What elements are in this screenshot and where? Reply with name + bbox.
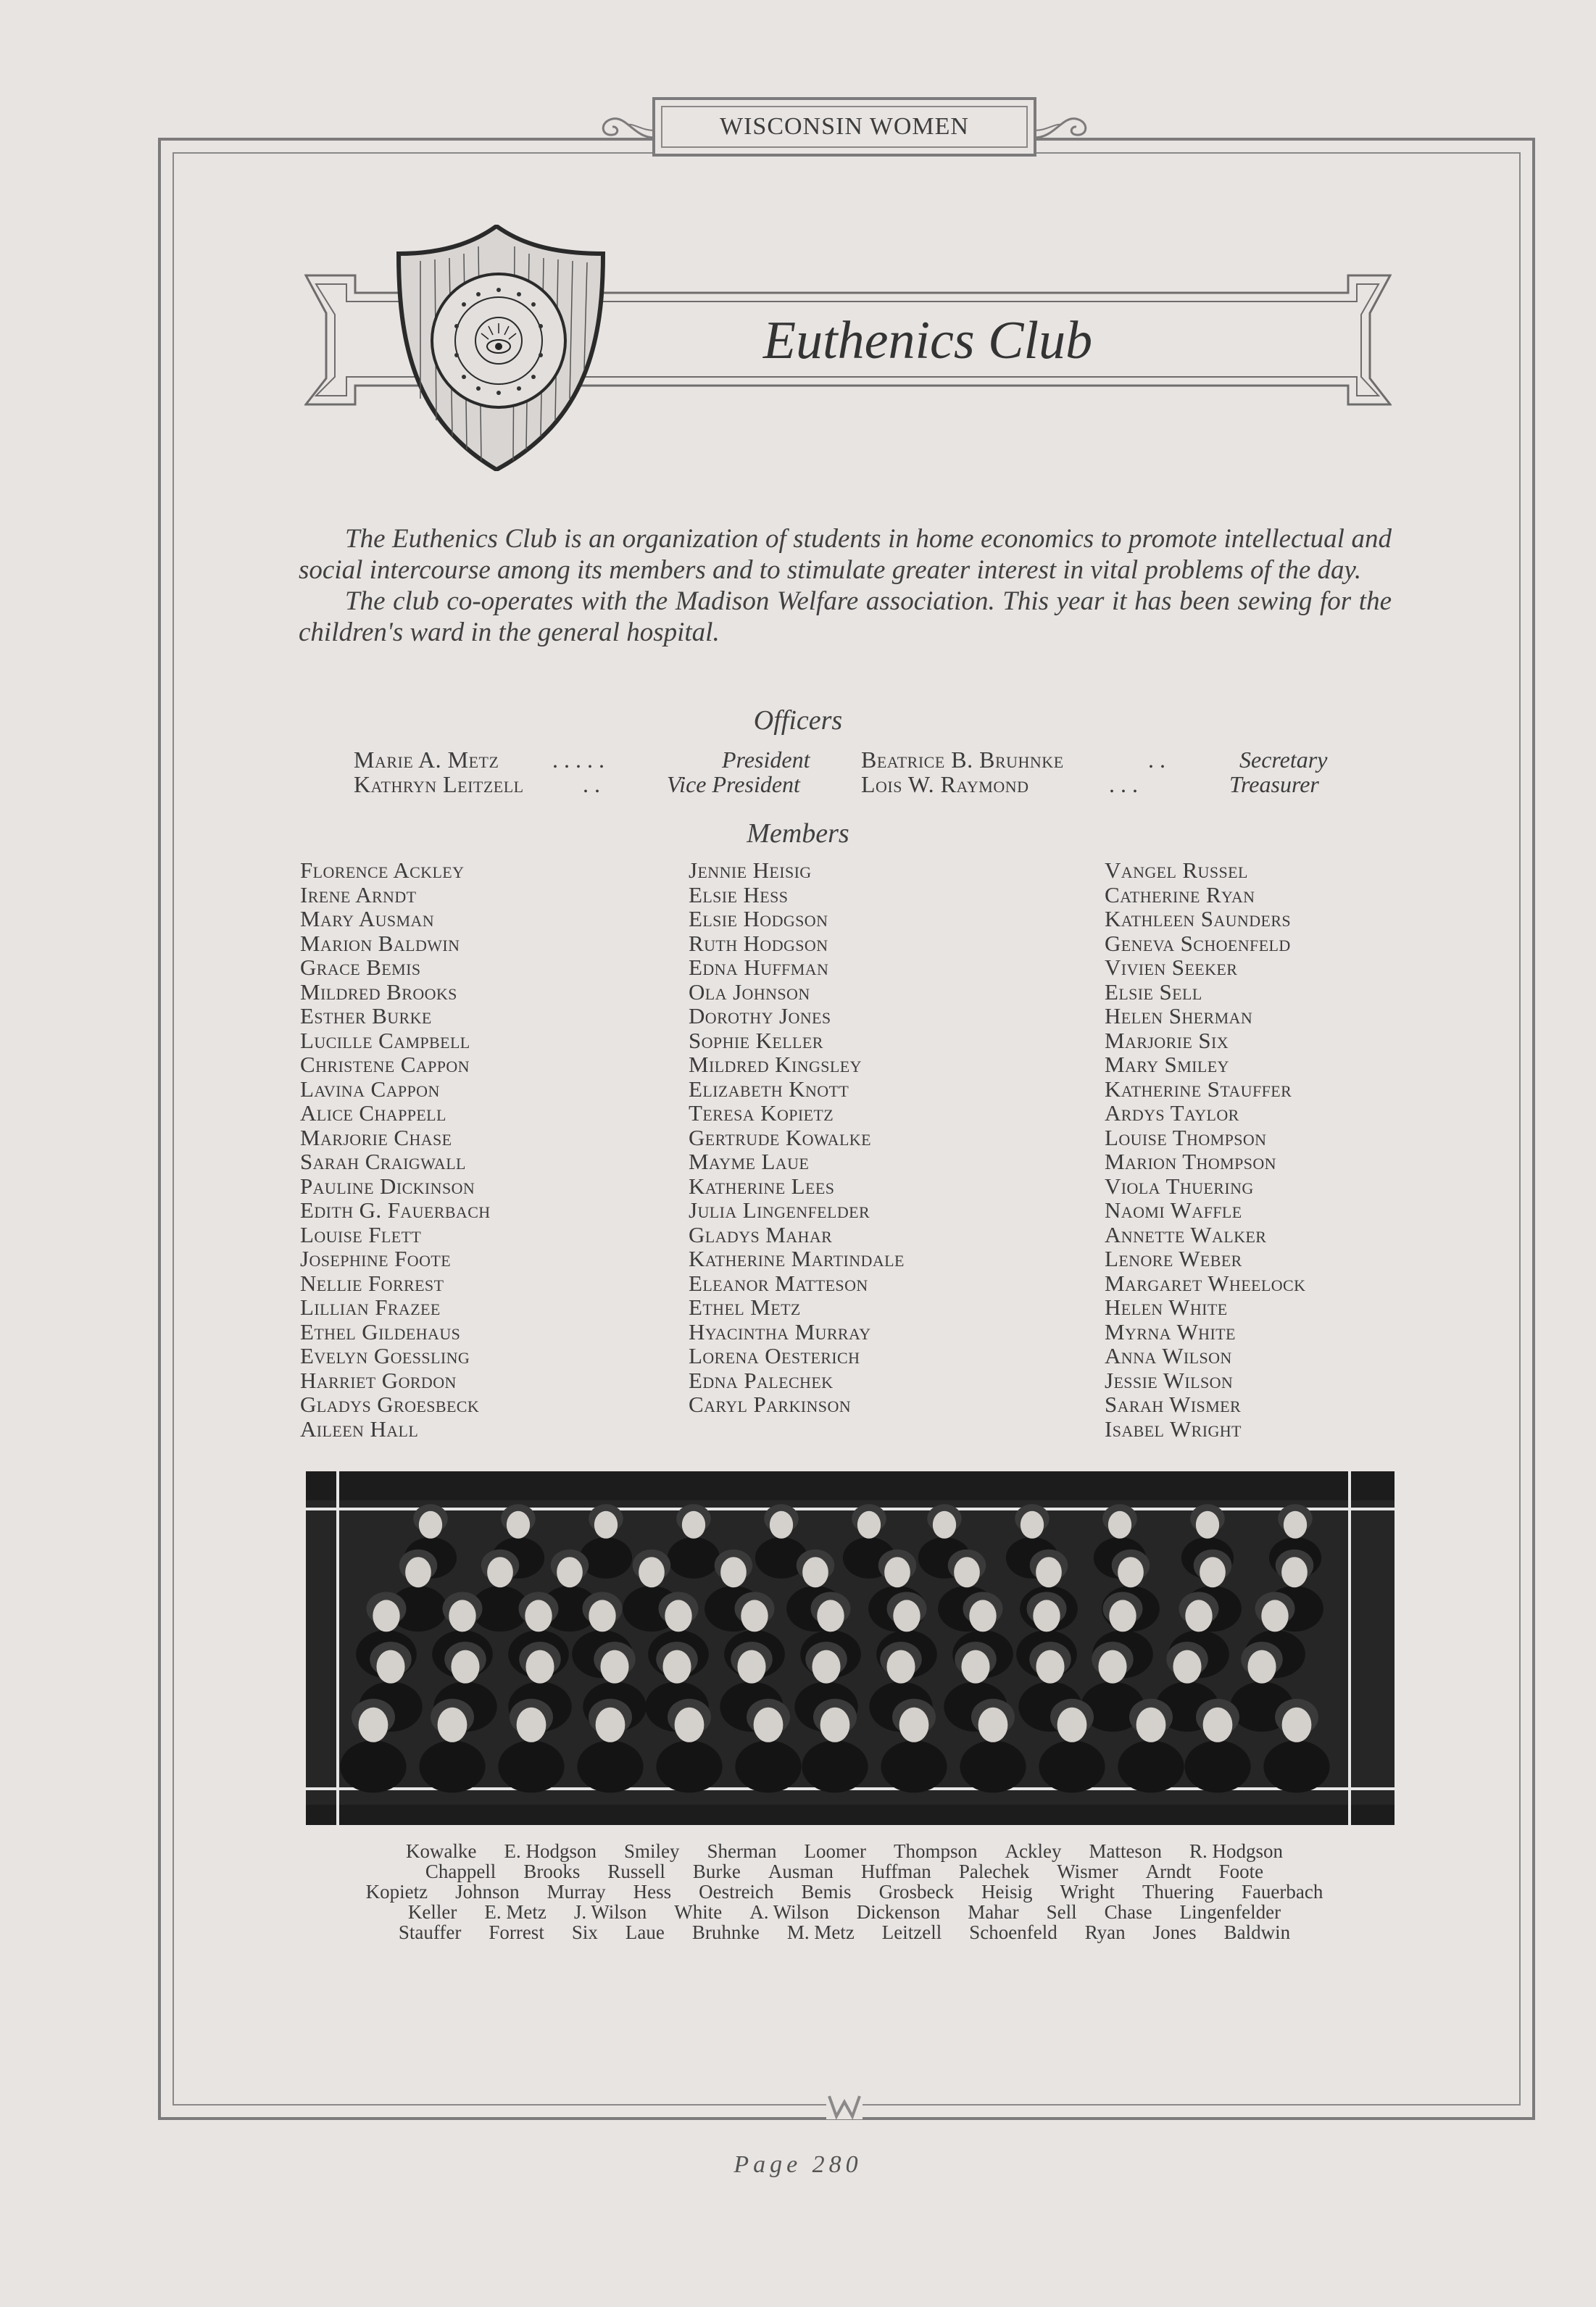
caption-name: Grosbeck xyxy=(878,1881,955,1903)
member-name: Gertrude Kowalke xyxy=(689,1124,871,1150)
member-name: Caryl Parkinson xyxy=(689,1392,852,1417)
member-name: Sarah Craigwall xyxy=(300,1149,466,1174)
member-name: Ardys Taylor xyxy=(1105,1100,1239,1126)
caption-name: Ausman xyxy=(768,1861,834,1882)
caption-name: Keller xyxy=(407,1901,457,1923)
group-photo-image xyxy=(306,1471,1395,1825)
person-face xyxy=(1108,1511,1131,1539)
member-name: Kathleen Saunders xyxy=(1105,906,1292,931)
caption-name: Leitzell xyxy=(881,1921,942,1943)
caption-name: M. Metz xyxy=(786,1921,855,1943)
caption-name: A. Wilson xyxy=(749,1901,829,1923)
officer-leader-dots: . . . xyxy=(1109,771,1138,797)
member-name: Florence Ackley xyxy=(300,857,465,883)
member-name: Isabel Wright xyxy=(1105,1416,1242,1442)
member-name: Anna Wilson xyxy=(1105,1343,1232,1368)
member-name: Marjorie Six xyxy=(1105,1027,1229,1053)
person-face xyxy=(899,1708,929,1742)
person-face xyxy=(557,1557,583,1587)
person-face xyxy=(1109,1600,1136,1631)
person-face xyxy=(589,1600,615,1631)
person-face xyxy=(662,1650,691,1684)
member-name: Elizabeth Knott xyxy=(689,1076,849,1102)
caption-name: Mahar xyxy=(968,1901,1019,1923)
member-name: Mayme Laue xyxy=(689,1149,810,1174)
person-face xyxy=(720,1557,747,1587)
w-emblem-icon xyxy=(826,2093,863,2119)
members-heading: Members xyxy=(747,818,849,849)
caption-name: Burke xyxy=(692,1861,741,1882)
member-name: Lillian Frazee xyxy=(300,1294,441,1320)
caption-name: Heisig xyxy=(981,1881,1033,1903)
member-name: Sarah Wismer xyxy=(1105,1392,1242,1417)
person-face xyxy=(359,1708,388,1742)
person-face xyxy=(1021,1511,1044,1539)
caption-name: Huffman xyxy=(860,1861,931,1882)
member-name: Marjorie Chase xyxy=(300,1124,452,1150)
caption-row xyxy=(290,1861,1399,1882)
person-face xyxy=(820,1708,850,1742)
member-name: Helen Sherman xyxy=(1105,1003,1253,1028)
person-face xyxy=(594,1511,618,1539)
caption-row xyxy=(290,1841,1399,1861)
caption-name: Murray xyxy=(546,1881,606,1903)
caption-row xyxy=(290,1902,1399,1922)
member-name: Teresa Kopietz xyxy=(689,1100,834,1126)
member-name: Marion Thompson xyxy=(1105,1149,1276,1174)
caption-name: Johnson xyxy=(455,1881,520,1903)
member-name: Ola Johnson xyxy=(689,978,810,1005)
caption-row xyxy=(290,1922,1399,1942)
caption-name: Brooks xyxy=(523,1861,581,1882)
member-name: Harriet Gordon xyxy=(300,1367,457,1393)
officer-role: Secretary xyxy=(1239,747,1328,773)
person-face xyxy=(1098,1650,1126,1684)
caption-name: J. Wilson xyxy=(573,1901,647,1923)
person-face xyxy=(857,1511,881,1539)
caption-row xyxy=(290,1882,1399,1902)
person-face xyxy=(1284,1511,1307,1539)
caption-name: Loomer xyxy=(804,1840,866,1862)
officer-name: Lois W. Raymond xyxy=(861,771,1029,797)
members-column-3 xyxy=(1105,858,1305,1441)
member-name: Ethel Metz xyxy=(689,1294,801,1320)
person-face xyxy=(1185,1600,1212,1631)
person-face xyxy=(517,1708,546,1742)
caption-name: Thompson xyxy=(893,1840,978,1862)
person-face xyxy=(1261,1600,1288,1631)
member-name: Katherine Stauffer xyxy=(1105,1076,1292,1102)
member-name: Edith G. Fauerbach xyxy=(300,1197,491,1223)
caption-name: Smiley xyxy=(623,1840,680,1862)
person-face xyxy=(682,1511,705,1539)
member-name: Ethel Gildehaus xyxy=(300,1318,461,1344)
member-name: Catherine Ryan xyxy=(1105,881,1255,907)
person-face xyxy=(886,1650,915,1684)
caption-name: Russell xyxy=(607,1861,665,1882)
caption-name: E. Hodgson xyxy=(504,1840,597,1862)
member-name: Jennie Heisig xyxy=(689,857,812,883)
caption-name: Jones xyxy=(1152,1921,1197,1943)
person-face xyxy=(419,1511,442,1539)
person-face xyxy=(933,1511,956,1539)
page-title: Euthenics Club xyxy=(762,311,1093,370)
officer-name: Kathryn Leitzell xyxy=(354,771,524,797)
caption-name: Matteson xyxy=(1089,1840,1162,1862)
members-column-1 xyxy=(300,858,491,1441)
member-name: Irene Arndt xyxy=(300,881,417,907)
caption-name: Wismer xyxy=(1057,1861,1118,1882)
caption-name: Sherman xyxy=(707,1840,777,1862)
university-seal-shield xyxy=(391,225,609,471)
member-name: Alice Chappell xyxy=(300,1100,446,1126)
member-name: Sophie Keller xyxy=(689,1027,823,1053)
person-face xyxy=(954,1557,980,1587)
person-face xyxy=(525,1600,552,1631)
person-face xyxy=(487,1557,513,1587)
officers-heading: Officers xyxy=(753,705,843,736)
officer-name: Marie A. Metz xyxy=(354,747,499,773)
scroll-ornament-right xyxy=(1033,109,1098,145)
caption-name: Bemis xyxy=(801,1881,852,1903)
member-name: Julia Lingenfelder xyxy=(689,1197,870,1223)
officer-role: Treasurer xyxy=(1229,771,1319,797)
officer-leader-dots: . . xyxy=(1148,747,1165,773)
member-name: Eleanor Matteson xyxy=(689,1270,868,1296)
caption-name: Sell xyxy=(1046,1901,1077,1923)
member-name: Louise Flett xyxy=(300,1221,422,1247)
caption-name: Thuering xyxy=(1142,1881,1214,1903)
member-name: Edna Palechek xyxy=(689,1367,834,1393)
member-name: Marion Baldwin xyxy=(300,930,460,956)
member-name: Lenore Weber xyxy=(1105,1246,1242,1271)
intro-text xyxy=(299,523,1392,648)
member-name: Gladys Groesbeck xyxy=(300,1392,480,1417)
member-name: Lorena Oesterich xyxy=(689,1343,860,1368)
member-name: Jessie Wilson xyxy=(1105,1367,1234,1393)
member-name: Dorothy Jones xyxy=(689,1003,831,1028)
group-photograph xyxy=(306,1471,1395,1825)
caption-name: Lingenfelder xyxy=(1179,1901,1281,1923)
person-face xyxy=(741,1600,768,1631)
person-face xyxy=(802,1557,828,1587)
person-face xyxy=(1118,1557,1144,1587)
member-name: Louise Thompson xyxy=(1105,1124,1267,1150)
member-name: Katherine Martindale xyxy=(689,1246,905,1271)
member-name: Edna Huffman xyxy=(689,955,829,980)
caption-name: Fauerbach xyxy=(1241,1881,1323,1903)
person-face xyxy=(405,1557,431,1587)
member-name: Helen White xyxy=(1105,1294,1228,1320)
person-face xyxy=(525,1650,554,1684)
caption-name: Hess xyxy=(633,1881,672,1903)
caption-name: Foote xyxy=(1218,1861,1264,1882)
person-face xyxy=(596,1708,625,1742)
person-face xyxy=(893,1600,920,1631)
member-name: Lucille Campbell xyxy=(300,1027,470,1053)
caption-name: E. Metz xyxy=(484,1901,546,1923)
person-face xyxy=(1200,1557,1226,1587)
person-face xyxy=(1036,1650,1064,1684)
officer-leader-dots: . . . . . xyxy=(552,747,604,773)
member-name: Annette Walker xyxy=(1105,1221,1267,1247)
intro-paragraph-2: The club co-operates with the Madison Welfare association. This year it has been sewing for the children's ward in the general hospital. xyxy=(299,586,1392,647)
caption-name: Oestreich xyxy=(699,1881,774,1903)
member-name: Mildred Kingsley xyxy=(689,1052,862,1077)
person-face xyxy=(884,1557,910,1587)
officer-role: Vice President xyxy=(667,771,800,797)
member-name: Myrna White xyxy=(1105,1318,1236,1344)
person-face xyxy=(507,1511,530,1539)
caption-name: Ryan xyxy=(1084,1921,1126,1943)
page-number: Page 280 xyxy=(733,2151,863,2178)
member-name: Viola Thuering xyxy=(1105,1173,1254,1199)
person-face xyxy=(1173,1650,1201,1684)
caption-name: Chase xyxy=(1104,1901,1152,1923)
officer-role: President xyxy=(722,747,810,773)
member-name: Lavina Cappon xyxy=(300,1076,440,1102)
person-face xyxy=(754,1708,784,1742)
caption-name: Forrest xyxy=(489,1921,544,1943)
caption-name: Kopietz xyxy=(365,1881,428,1903)
person-face xyxy=(376,1650,404,1684)
member-name: Grace Bemis xyxy=(300,955,421,980)
caption-name: Wright xyxy=(1060,1881,1115,1903)
person-face xyxy=(1281,1557,1308,1587)
person-face xyxy=(675,1708,705,1742)
member-name: Elsie Hodgson xyxy=(689,906,828,931)
member-name: Geneva Schoenfeld xyxy=(1105,930,1291,956)
person-face xyxy=(438,1708,467,1742)
person-face xyxy=(737,1650,765,1684)
member-name: Josephine Foote xyxy=(300,1246,452,1271)
person-face xyxy=(969,1600,996,1631)
member-name: Ruth Hodgson xyxy=(689,930,828,956)
intro-paragraph-1: The Euthenics Club is an organization of students in home economics to promote intellectual and social intercourse among its members and to stimulate greater interest in vital problems of the day. xyxy=(299,524,1392,585)
caption-name: White xyxy=(674,1901,723,1923)
caption-name: Schoenfeld xyxy=(969,1921,1057,1943)
caption-name: Palechek xyxy=(958,1861,1030,1882)
caption-name: Baldwin xyxy=(1223,1921,1291,1943)
caption-name: R. Hodgson xyxy=(1189,1840,1283,1862)
member-name: Margaret Wheelock xyxy=(1105,1270,1306,1296)
member-name: Katherine Lees xyxy=(689,1173,835,1199)
person-face xyxy=(1036,1557,1062,1587)
person-face xyxy=(1247,1650,1276,1684)
running-head-box xyxy=(652,97,1036,157)
caption-name: Dickenson xyxy=(856,1901,941,1923)
person-face xyxy=(1196,1511,1219,1539)
member-name: Elsie Sell xyxy=(1105,978,1202,1005)
person-face xyxy=(1282,1708,1312,1742)
person-face xyxy=(449,1600,475,1631)
member-name: Elsie Hess xyxy=(689,881,789,907)
person-face xyxy=(961,1650,989,1684)
member-name: Naomi Waffle xyxy=(1105,1197,1242,1223)
member-name: Pauline Dickinson xyxy=(300,1173,475,1199)
photo-caption xyxy=(290,1841,1399,1942)
person-face xyxy=(1033,1600,1060,1631)
caption-name: Laue xyxy=(625,1921,665,1943)
scroll-ornament-left xyxy=(591,109,656,145)
person-face xyxy=(817,1600,844,1631)
member-name: Hyacintha Murray xyxy=(689,1318,871,1344)
person-face xyxy=(1057,1708,1087,1742)
caption-name: Arndt xyxy=(1145,1861,1192,1882)
person-face xyxy=(600,1650,628,1684)
person-face xyxy=(770,1511,793,1539)
member-name: Mildred Brooks xyxy=(300,978,457,1005)
members-column-2 xyxy=(689,858,905,1417)
person-face xyxy=(451,1650,479,1684)
member-name: Vivien Seeker xyxy=(1105,955,1238,980)
member-name: Gladys Mahar xyxy=(689,1221,833,1247)
person-face xyxy=(665,1600,691,1631)
caption-name: Chappell xyxy=(425,1861,496,1882)
member-name: Esther Burke xyxy=(300,1003,432,1028)
officer-leader-dots: . . xyxy=(583,771,600,797)
officer-name: Beatrice B. Bruhnke xyxy=(861,747,1064,773)
person-face xyxy=(812,1650,840,1684)
caption-name: Kowalke xyxy=(406,1840,477,1862)
member-name: Mary Smiley xyxy=(1105,1052,1229,1077)
member-name: Christene Cappon xyxy=(300,1052,470,1077)
caption-name: Bruhnke xyxy=(691,1921,760,1943)
caption-name: Ackley xyxy=(1005,1840,1062,1862)
member-name: Nellie Forrest xyxy=(300,1270,444,1296)
running-head: WISCONSIN WOMEN xyxy=(720,113,969,140)
member-name: Aileen Hall xyxy=(300,1416,419,1442)
person-face xyxy=(1203,1708,1233,1742)
member-name: Vangel Russel xyxy=(1105,857,1248,883)
person-face xyxy=(373,1600,399,1631)
caption-name: Six xyxy=(571,1921,598,1943)
person-face xyxy=(1136,1708,1166,1742)
person-face xyxy=(639,1557,665,1587)
member-name: Evelyn Goessling xyxy=(300,1343,470,1368)
caption-name: Stauffer xyxy=(398,1921,462,1943)
person-face xyxy=(978,1708,1008,1742)
member-name: Mary Ausman xyxy=(300,906,435,931)
